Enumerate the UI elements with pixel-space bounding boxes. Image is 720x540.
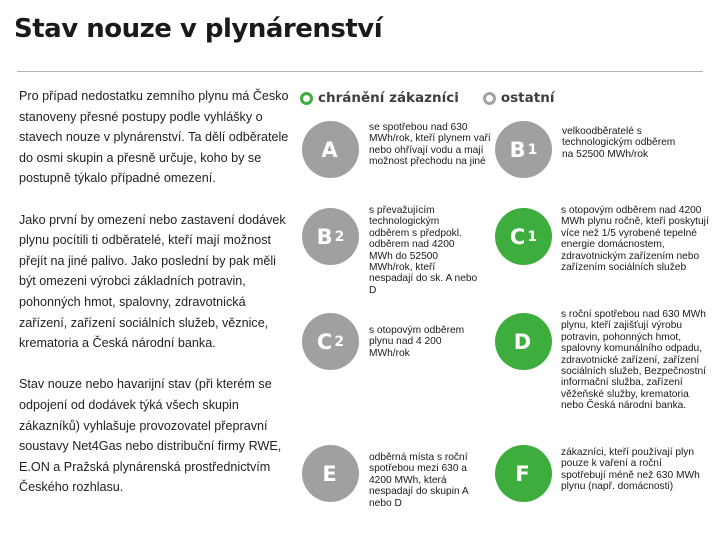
group-c2-circle <box>302 313 359 370</box>
group-c1-letter: C <box>509 224 526 249</box>
legend <box>300 89 554 107</box>
group-b2-subscript: 2 <box>334 228 345 245</box>
group-c1-subscript: 1 <box>527 228 538 245</box>
group-c1-circle <box>495 208 552 265</box>
group-b1-description: velkoodběratelé s technologickým odběrem na 52500 MWh/rok <box>562 126 676 160</box>
group-b2-letter: B <box>316 224 333 249</box>
group-d-description: s roční spotřebou nad 630 MWh plynu, kteří zajišťují výrobu potravin, pohonných hmot, spalovny komunálního odpadu, zdravotnické zařízení, zařízení sociálních služeb, Bezpečnostní informační služba, zařízení věžeňské služby, krematoria nebo Česká národní banka. <box>561 309 706 412</box>
group-e-circle <box>302 445 359 502</box>
group-f-circle <box>495 445 552 502</box>
group-c2-letter: C <box>316 329 333 354</box>
legend-label-protected: chránění zákazníci <box>318 90 459 106</box>
title-divider <box>17 71 703 72</box>
group-c2-description: s otopovým odběrem plynu nad 4 200 MWh/rok <box>369 325 465 359</box>
green-ring-icon <box>300 92 313 105</box>
intro-paragraph-3: Stav nouze nebo havarijní stav (při kterém se odpojení od dodávek týká všech skupin zákazníků) vyhlašuje provozovatel přepravní soustavy Net4Gas nebo distribuční firmy RWE, E.ON a Pražská plynárenská prostřednictvím Českého rozhlasu. <box>19 377 282 495</box>
legend-item-other <box>483 90 555 106</box>
group-b1-circle <box>495 121 552 178</box>
group-b1-subscript: 1 <box>527 141 538 158</box>
group-c1-description: s otopovým odběrem nad 4200 MWh plynu ročně, kteří poskytují více než 1/5 vyrobené tepelné energie domácnostem, zdravotnickým zařízením nebo zařízením sociálních služeb <box>561 205 709 274</box>
group-a-letter: A <box>321 137 338 162</box>
legend-label-other: ostatní <box>500 90 555 106</box>
group-d-letter: D <box>513 329 532 354</box>
intro-paragraph-2: Jako první by omezení nebo zastavení dodávek plynu pocítili ti odběratelé, kteří mají možnost přejít na jiné palivo. Jako poslední by pak měli být omezeni výrobci základních potravin, pohonných hmot, spalovny, zdravotnická zařízení, zařízení sociálních služeb, věznice, krematoria a Česká národní banka. <box>19 212 286 351</box>
group-b1-letter: B <box>509 137 526 162</box>
group-a-description: se spotřebou nad 630 MWh/rok, kteří plynem vaří nebo ohřívají vodu a mají možnost přechodu na jiné <box>369 122 491 168</box>
legend-item-protected <box>300 90 459 106</box>
gray-ring-icon <box>483 92 496 105</box>
group-b2-description: s převažujícím technologickým odběrem s předpokl. odběrem nad 4200 MWh do 52500 MWh/rok, kteří nespadají do sk. A nebo D <box>369 205 478 296</box>
group-f-description: zákazníci, kteří používají plyn pouze k vaření a roční spotřebují méně než 630 MWh plynu (např. domácnosti) <box>561 447 700 493</box>
group-d-circle <box>495 313 552 370</box>
group-e-description: odběrná místa s roční spotřebou mezi 630 a 4200 MWh, která nespadají do skupin A nebo D <box>369 452 469 509</box>
intro-text <box>19 86 289 498</box>
page-title: Stav nouze v plynárenství <box>14 14 383 44</box>
group-b2-circle <box>302 208 359 265</box>
group-c2-subscript: 2 <box>334 333 345 350</box>
group-e-letter: E <box>322 461 337 486</box>
intro-paragraph-1: Pro případ nedostatku zemního plynu má Česko stanoveny přesné postupy podle vyhlášky o stavech nouze v plynárenství. Ta dělí odběratele do osmi skupin a přesně určuje, koho by se postupně týkalo případné omezení. <box>19 89 289 186</box>
group-f-letter: F <box>515 461 530 486</box>
group-a-circle <box>302 121 359 178</box>
